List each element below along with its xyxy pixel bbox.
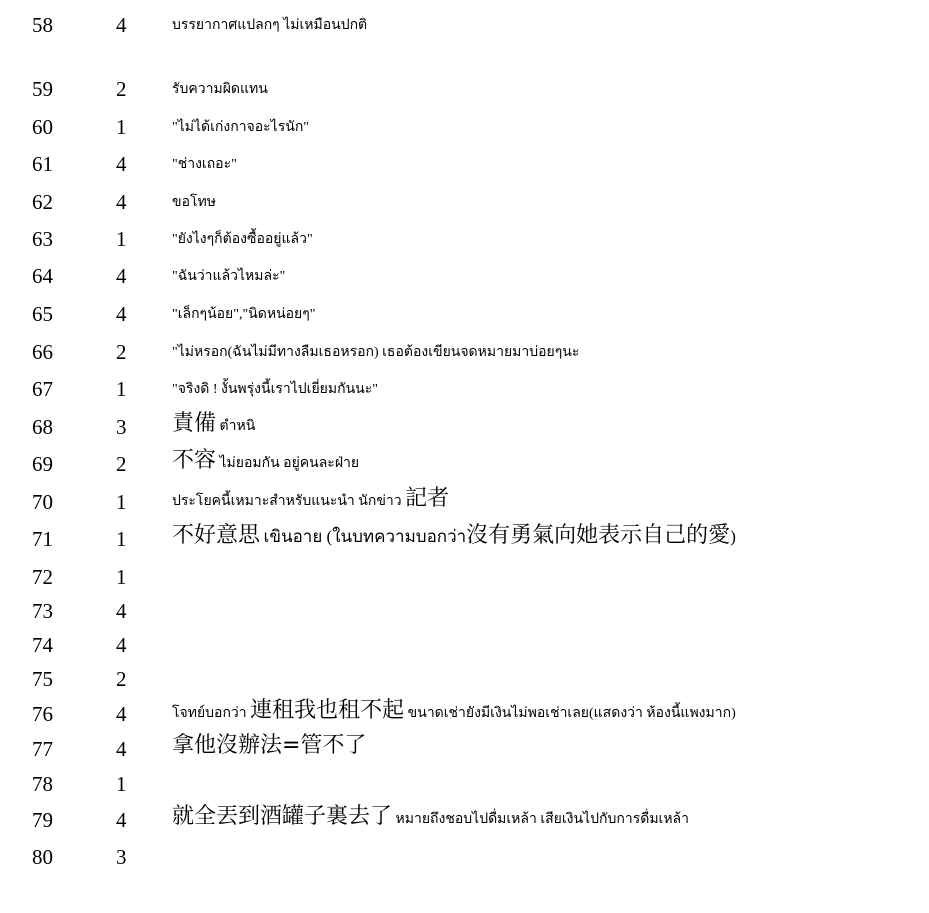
list-item [0, 259, 929, 293]
list-item [0, 485, 929, 519]
note [172, 699, 736, 726]
note-thai: ตำหนิ [219, 419, 256, 434]
question-number: 68 [32, 415, 53, 439]
answer-choice: 4 [116, 599, 127, 623]
note-chinese: 就全丟到酒罐子裏去了 [172, 804, 393, 829]
note-thai: หมายถึงชอบไปดื่มเหล้า เสียเงินไปกับการดื่มเหล้า [395, 812, 689, 827]
question-number: 59 [32, 77, 53, 101]
list-item [0, 697, 929, 731]
question-number: 67 [32, 377, 53, 401]
question-number: 77 [32, 737, 53, 761]
note-chinese: 不容 [172, 448, 217, 473]
answer-choice: 2 [116, 452, 127, 476]
question-number: 66 [32, 340, 53, 364]
note [172, 805, 689, 832]
question-number: 60 [32, 115, 53, 139]
question-number: 72 [32, 565, 53, 589]
answer-choice: 1 [116, 115, 127, 139]
question-number: 76 [32, 702, 53, 726]
list-item [0, 447, 929, 481]
answer-choice: 4 [116, 633, 127, 657]
list-item [0, 335, 929, 369]
note: "ไม่หรอก(ฉันไม่มีทางลืมเธอหรอก) เธอต้องเขียนจดหมายมาบ่อยๆนะ [172, 345, 580, 360]
note-chinese: 不好意思 [172, 523, 261, 548]
list-item [0, 767, 929, 801]
answer-choice: 4 [116, 13, 127, 37]
answer-choice: 1 [116, 227, 127, 251]
list-item [0, 840, 929, 874]
list-item [0, 803, 929, 837]
question-number: 80 [32, 845, 53, 869]
question-number: 74 [32, 633, 53, 657]
answer-choice: 3 [116, 845, 127, 869]
question-number: 75 [32, 667, 53, 691]
note [172, 487, 449, 514]
note-chinese: 拿他沒辦法=管不了 [172, 733, 367, 758]
answer-choice: 4 [116, 152, 127, 176]
question-number: 64 [32, 264, 53, 288]
question-number: 62 [32, 190, 53, 214]
note [172, 412, 255, 439]
list-item [0, 410, 929, 444]
list-item [0, 522, 929, 556]
note-chinese-quote: 沒有勇氣向她表示自己的愛 [466, 523, 731, 548]
question-number: 73 [32, 599, 53, 623]
list-item [0, 147, 929, 181]
note-thai: เขินอาย (ในบทความบอกว่า [263, 527, 467, 546]
question-number: 63 [32, 227, 53, 251]
note: รับความผิดแทน [172, 82, 268, 97]
list-item [0, 222, 929, 256]
note: "เล็กๆน้อย","นิดหน่อยๆ" [172, 307, 316, 322]
question-number: 61 [32, 152, 53, 176]
note: "จริงดิ ! งั้นพรุ่งนี้เราไปเยี่ยมกันนะ" [172, 382, 378, 397]
note: "ยังไงๆก็ต้องซื้ออยู่แล้ว" [172, 232, 313, 247]
note-chinese: 連租我也租不起 [250, 698, 405, 723]
question-number: 70 [32, 490, 53, 514]
list-item [0, 297, 929, 331]
answer-choice: 4 [116, 737, 127, 761]
note: "ช่างเถอะ" [172, 157, 237, 172]
list-item [0, 594, 929, 628]
note-thai: โจทย์บอกว่า [172, 706, 247, 721]
answer-choice: 4 [116, 808, 127, 832]
answer-choice: 2 [116, 667, 127, 691]
note-close-paren: ) [730, 527, 736, 546]
question-number: 78 [32, 772, 53, 796]
note-chinese: 責備 [172, 411, 217, 436]
list-item [0, 560, 929, 594]
question-number: 69 [32, 452, 53, 476]
note: "ฉันว่าแล้วไหมล่ะ" [172, 269, 286, 284]
list-item [0, 372, 929, 406]
answer-choice: 1 [116, 565, 127, 589]
list-item [0, 185, 929, 219]
list-item [0, 628, 929, 662]
note [172, 449, 359, 476]
note-thai: ประโยคนี้เหมาะสำหรับแนะนำ นักข่าว [172, 494, 402, 509]
note-thai-explain: ขนาดเช่ายังมีเงินไม่พอเช่าเลย(แสดงว่า ห้องนี้แพงมาก) [407, 706, 736, 721]
note: บรรยากาศแปลกๆ ไม่เหมือนปกติ [172, 18, 368, 33]
note [172, 524, 736, 551]
note: ขอโทษ [172, 195, 216, 210]
answer-choice: 4 [116, 264, 127, 288]
answer-choice: 1 [116, 490, 127, 514]
answer-choice: 2 [116, 77, 127, 101]
question-number: 79 [32, 808, 53, 832]
answer-choice: 1 [116, 377, 127, 401]
list-item [0, 732, 929, 766]
list-item [0, 662, 929, 696]
list-item [0, 8, 929, 42]
answer-choice: 2 [116, 340, 127, 364]
question-number: 65 [32, 302, 53, 326]
answer-choice: 3 [116, 415, 127, 439]
note: "ไม่ได้เก่งกาจอะไรนัก" [172, 120, 310, 135]
answer-choice: 4 [116, 702, 127, 726]
answer-choice: 1 [116, 772, 127, 796]
answer-choice: 4 [116, 302, 127, 326]
question-number: 71 [32, 527, 53, 551]
answer-choice: 4 [116, 190, 127, 214]
question-number: 58 [32, 13, 53, 37]
list-item [0, 72, 929, 106]
answer-choice: 1 [116, 527, 127, 551]
list-item [0, 110, 929, 144]
note-chinese: 記者 [405, 486, 450, 511]
note-thai: ไม่ยอมกัน อยู่คนละฝ่าย [219, 456, 360, 471]
